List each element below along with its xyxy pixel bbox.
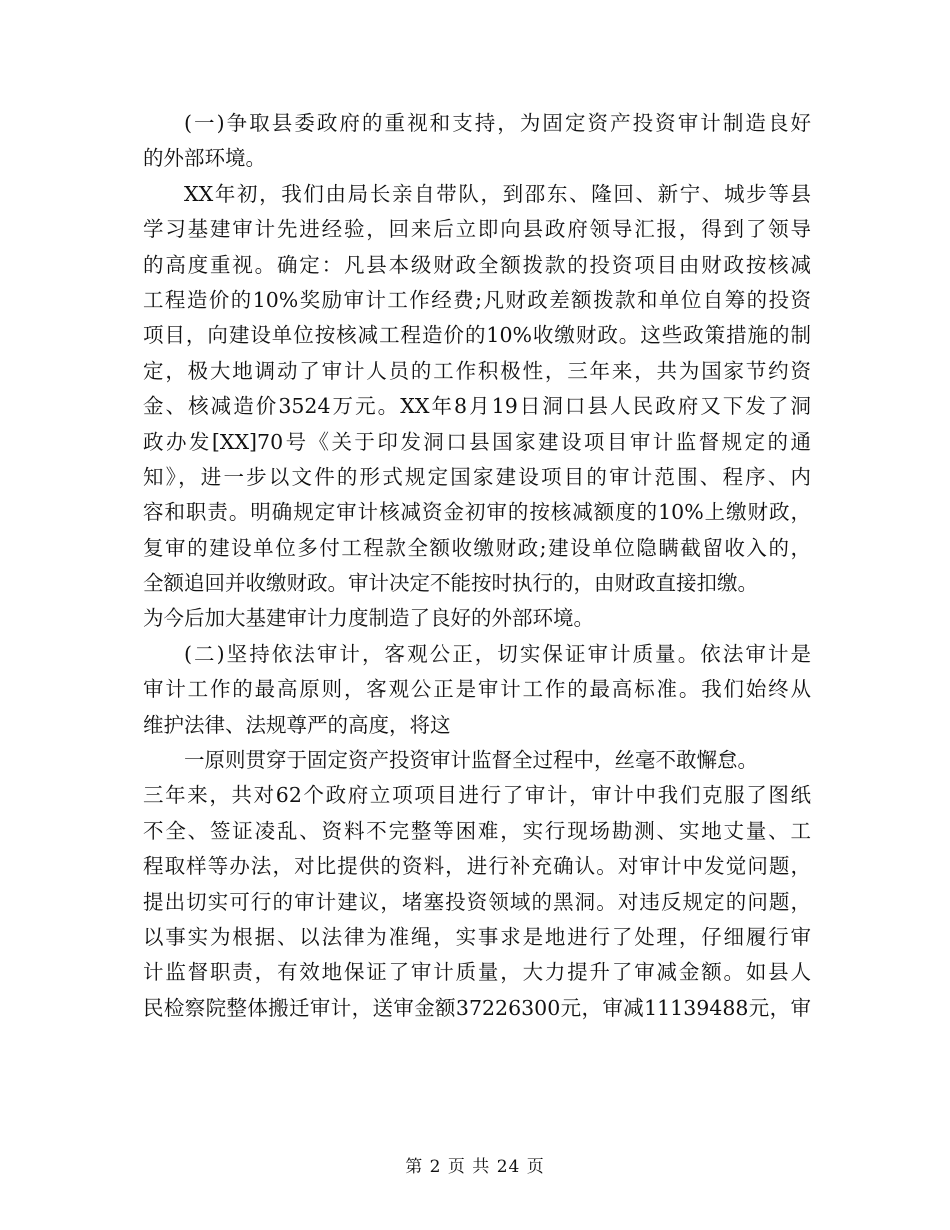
text-line: 计监督职责，有效地保证了审计质量，大力提升了审减金额。如县人: [143, 960, 811, 985]
text-line: 不全、签证凌乱、资料不完整等困难，实行现场勘测、实地丈量、工: [143, 818, 811, 843]
text-line: 复审的建设单位多付工程款全额收缴财政;建设单位隐瞒截留收入的，: [143, 535, 811, 560]
text-line: 学习基建审计先进经验，回来后立即向县政府领导汇报，得到了领导: [143, 217, 811, 242]
text-line: 容和职责。明确规定审计核减资金初审的按核减额度的10%上缴财政，: [143, 500, 811, 525]
text-line: XX年初，我们由局长亲自带队，到邵东、隆回、新宁、城步等县: [184, 181, 811, 206]
text-line: 政办发[XX]70号《关于印发洞口县国家建设项目审计监督规定的通: [143, 429, 811, 454]
text-line: 金、核减造价3524万元。XX年8月19日洞口县人民政府又下发了洞: [143, 394, 811, 419]
text-line: (一)争取县委政府的重视和支持，为固定资产投资审计制造良好: [184, 111, 811, 135]
text-line: 全额追回并收缴财政。审计决定不能按时执行的，由财政直接扣缴。: [143, 571, 758, 596]
page-number-label: 第 2 页 共 24 页: [405, 1157, 545, 1177]
text-line: 以事实为根据、以法律为准绳，实事求是地进行了处理，仔细履行审: [143, 924, 811, 949]
text-line: 的外部环境。: [143, 146, 266, 171]
text-line: 民检察院整体搬迁审计，送审金额37226300元，审减11139488元，审: [143, 995, 811, 1020]
text-line: 的高度重视。确定：凡县本级财政全额拨款的投资项目由财政按核减: [143, 252, 811, 277]
text-line: 三年来，共对62个政府立项项目进行了审计，审计中我们克服了图纸: [143, 783, 811, 808]
text-line: 提出切实可行的审计建议，堵塞投资领域的黑洞。对违反规定的问题，: [143, 889, 811, 914]
text-line: 审计工作的最高原则，客观公正是审计工作的最高标准。我们始终从: [143, 677, 811, 702]
text-line: 项目，向建设单位按核减工程造价的10%收缴财政。这些政策措施的制: [143, 323, 811, 348]
text-line: 定，极大地调动了审计人员的工作积极性，三年来，共为国家节约资: [143, 358, 811, 383]
text-line: (二)坚持依法审计，客观公正，切实保证审计质量。依法审计是: [184, 641, 811, 666]
text-line: 程取样等办法，对比提供的资料，进行补充确认。对审计中发觉问题，: [143, 854, 811, 879]
page-footer: [0, 1155, 950, 1179]
document-body: [143, 106, 811, 1026]
text-line: 一原则贯穿于固定资产投资审计监督全过程中，丝毫不敢懈怠。: [184, 748, 758, 773]
text-line: 为今后加大基建审计力度制造了良好的外部环境。: [143, 606, 594, 631]
text-line: 维护法律、法规尊严的高度，将这: [143, 712, 451, 737]
text-line: 工程造价的10%奖励审计工作经费;凡财政差额拨款和单位自筹的投资: [143, 287, 811, 312]
text-line: 知》，进一步以文件的形式规定国家建设项目的审计范围、程序、内: [143, 464, 811, 489]
